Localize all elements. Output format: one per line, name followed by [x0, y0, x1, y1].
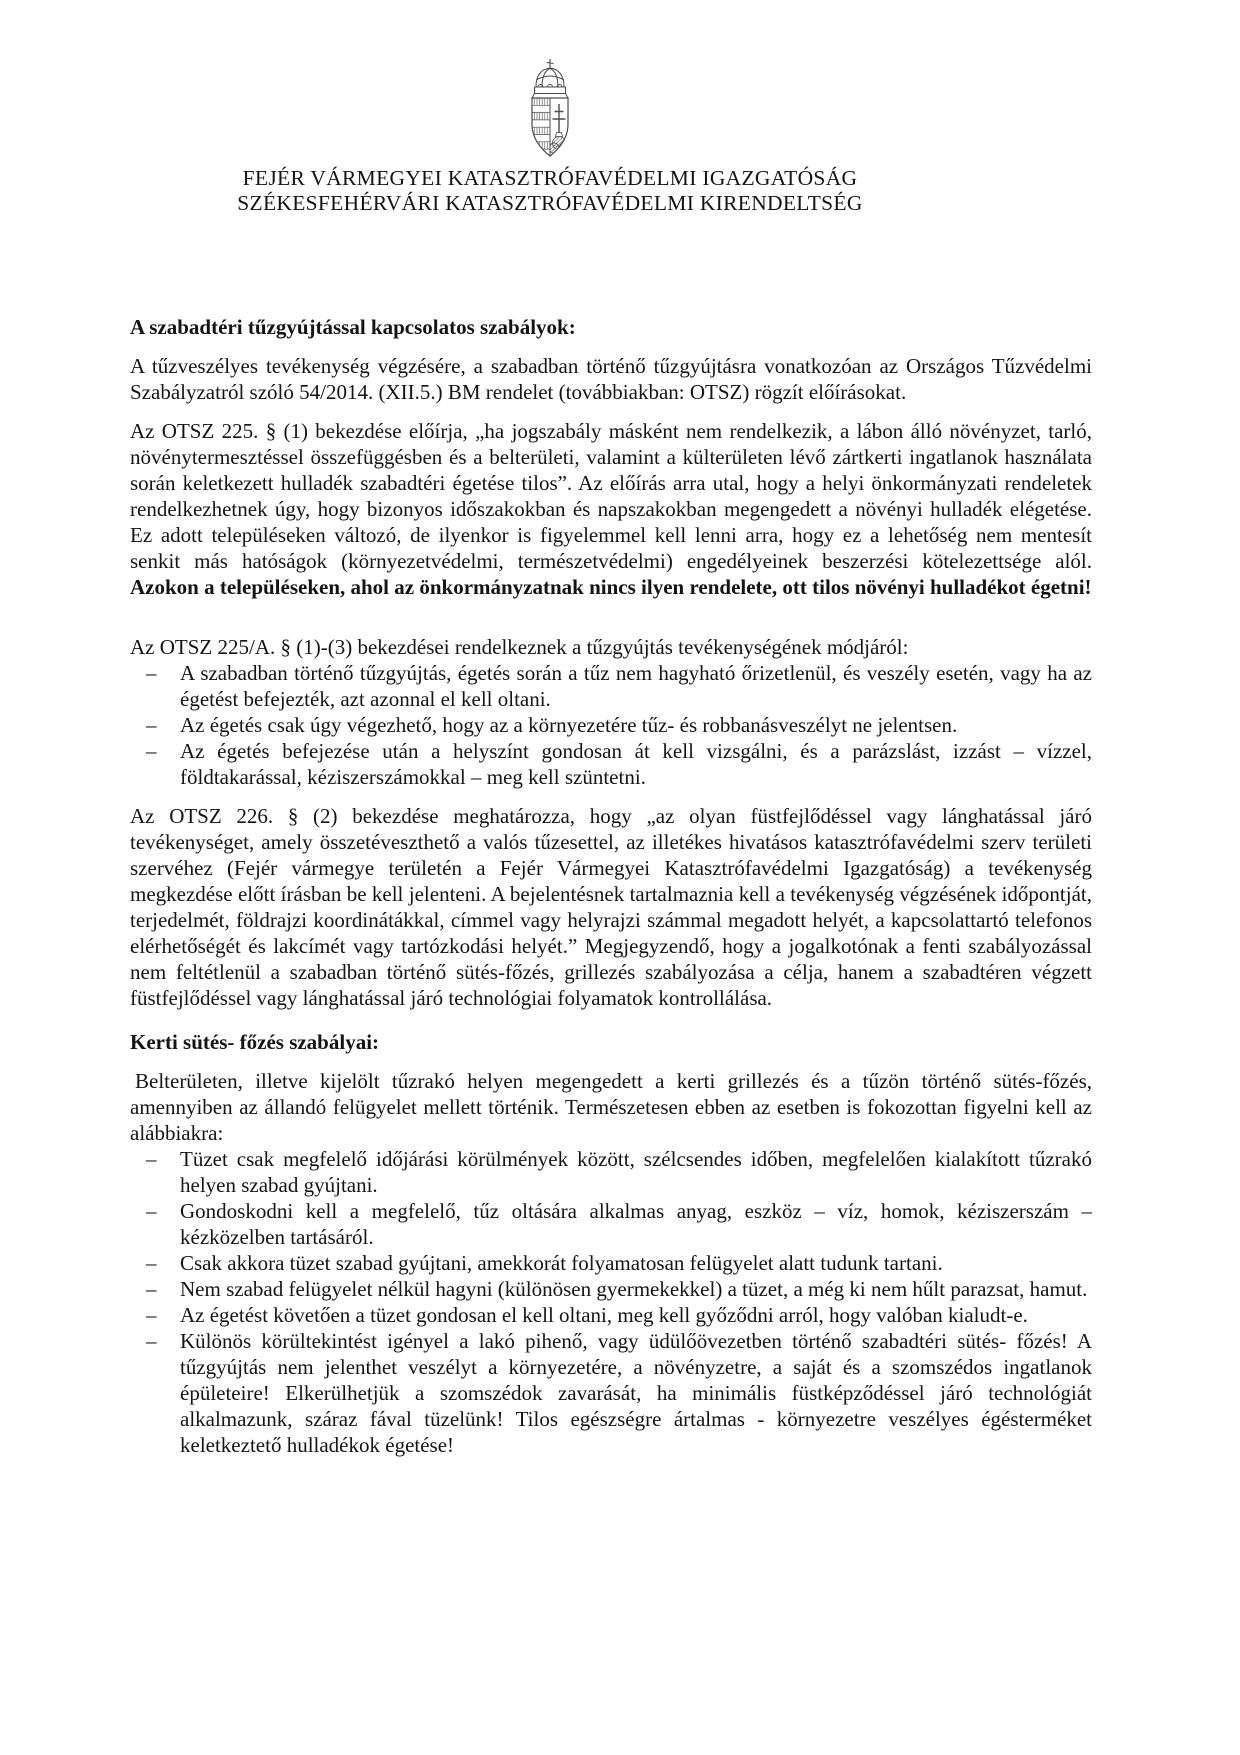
- list-item-text: Csak akkora tüzet szabad gyújtani, amekkorát folyamatosan felügyelet alatt tudunk tartani.: [180, 1251, 943, 1275]
- list-item-text: A szabadban történő tűzgyújtás, égetés során a tűz nem hagyható őrizetlenül, és veszély esetén, vagy ha az égetést befejezték, azt azonnal el kell oltani.: [180, 661, 1092, 711]
- list-item-text: Nem szabad felügyelet nélkül hagyni (különösen gyermekekkel) a tüzet, a még ki nem hűlt parazsat, hamut.: [180, 1277, 1088, 1301]
- paragraph-otsz-226: Az OTSZ 226. § (2) bekezdése meghatározza, hogy „az olyan füstfejlődéssel vagy lánghatással járó tevékenységet, amely összetéveszthető a valós tűzesettel, az illetékes hivatásos katasztrófavédelmi szerv területi szervéhez (Fejér vármegye területén a Fejér Vármegyei Katasztrófavédelmi Igazgatóság) a tevékenység megkezdése előtt írásban be kell jelenteni. A bejelentésnek tartalmaznia kell a tevékenység végzésének időpontját, terjedelmét, földrajzi koordinátákkal, címmel vagy helyrajzi számmal megadott helyét, a kapcsolattartó telefonos elérhetőségét és lakcímét vagy tartózkodási helyét.” Megjegyzendő, hogy a jogalkotónak a fenti szabályozással nem feltétlenül a szabadban történő sütés-főzés, grillezés szabályozása a célja, hanem a szabadtéren végzett füstfejlődéssel vagy lánghatással járó technológiai folyamatok kontrollálása.: [130, 804, 1092, 1010]
- list-item-text: Különös körültekintést igényel a lakó pihenő, vagy üdülőövezetben történő szabadtéri sütés- főzés! A tűzgyújtás nem jelenthet veszélyt a környezetére, a növényzetre, a saját és a szomszédos ingatlanok épületeire! Elkerülhetjük a szomszédok zavarását, ha minimális füstképződéssel járó technológiát alkalmazunk, száraz fával tüzelünk! Tilos egészségre ártalmas - környezetre veszélyes égésterméket keletkeztető hulladékok égetése!: [180, 1329, 1092, 1457]
- paragraph-otsz-225: [130, 418, 1092, 600]
- dash-bullet-icon: –: [146, 1199, 157, 1223]
- list-item: [130, 1146, 1092, 1198]
- list-item: [130, 712, 1092, 738]
- rules-list-225a: [130, 660, 1092, 790]
- letterhead: [130, 58, 970, 216]
- dash-bullet-icon: –: [146, 1329, 157, 1353]
- list-item: [130, 1328, 1092, 1458]
- list-item: [130, 1198, 1092, 1250]
- dash-bullet-icon: –: [146, 713, 157, 737]
- dash-bullet-icon: –: [146, 1277, 157, 1301]
- hungary-coat-of-arms-icon: [523, 58, 577, 158]
- paragraph-otsz-225a-intro: Az OTSZ 225/A. § (1)-(3) bekezdései rendelkeznek a tűzgyújtás tevékenységének módjáról:: [130, 635, 909, 659]
- list-item: [130, 1250, 1092, 1276]
- list-item-text: Az égetést követően a tüzet gondosan el kell oltani, meg kell győződni arról, hogy valóban kialudt-e.: [180, 1303, 1028, 1327]
- dash-bullet-icon: –: [146, 1251, 157, 1275]
- list-item: [130, 660, 1092, 712]
- list-item: [130, 1276, 1092, 1302]
- org-name-line2: SZÉKESFEHÉRVÁRI KATASZTRÓFAVÉDELMI KIRENDELTSÉG: [237, 191, 863, 215]
- rules-list-garden-cooking: [130, 1146, 1092, 1458]
- blank-line: [130, 600, 1092, 634]
- list-item-text: Gondoskodni kell a megfelelő, tűz oltására alkalmas anyag, eszköz – víz, homok, kéziszerszám – kézközelben tartásáról.: [180, 1199, 1092, 1249]
- list-item-text: Az égetés befejezése után a helyszínt gondosan át kell vizsgálni, és a parázslást, izzást – vízzel, földtakarással, kéziszerszámokkal – meg kell szüntetni.: [180, 739, 1092, 789]
- list-item-text: Tüzet csak megfelelő időjárási körülmények között, szélcsendes időben, megfelelően kialakított tűzrakó helyen szabad gyújtani.: [180, 1147, 1092, 1197]
- section-heading-garden-cooking-rules: Kerti sütés- főzés szabályai:: [130, 1030, 380, 1054]
- paragraph-otsz-225-bold-warning: Azokon a településeken, ahol az önkormányzatnak nincs ilyen rendelete, ott tilos növényi hulladékot égetni!: [130, 575, 1092, 599]
- section-heading-outdoor-fire-rules: A szabadtéri tűzgyújtással kapcsolatos szabályok:: [130, 315, 576, 339]
- paragraph-otsz-225-text: Az OTSZ 225. § (1) bekezdése előírja, „ha jogszabály másként nem rendelkezik, a lábon álló növényzet, tarló, növénytermesztéssel összefüggésben és a belterületi, valamint a külterületen lévő zártkerti ingatlanok használata során keletkezett hulladék szabadtéri égetése tilos”. Az előírás arra utal, hogy a helyi önkormányzati rendeletek rendelkezhetnek úgy, hogy bizonyos időszakokban és napszakokban megengedett a növényi hulladék elégetése. Ez adott településeken változó, de ilyenkor is figyelemmel kell lenni arra, hogy ez a lehetőség nem mentesít senkit más hatóságok (környezetvédelmi, természetvédelmi) engedélyeinek beszerzési kötelezettsége alól.: [130, 419, 1092, 573]
- document-body: [130, 314, 1092, 1458]
- paragraph-garden-cooking-intro: Belterületen, illetve kijelölt tűzrakó helyen megengedett a kerti grillezés és a tűzön történő sütés-főzés, amennyiben az állandó felügyelet mellett történik. Természetesen ebben az esetben is fokozottan figyelni kell az alábbiakra:: [130, 1069, 1092, 1145]
- list-item-text: Az égetés csak úgy végezhető, hogy az a környezetére tűz- és robbanásveszélyt ne jelentsen.: [180, 713, 958, 737]
- dash-bullet-icon: –: [146, 739, 157, 763]
- list-item: [130, 738, 1092, 790]
- list-item: [130, 1302, 1092, 1328]
- paragraph-otsz-intro: A tűzveszélyes tevékenység végzésére, a szabadban történő tűzgyújtásra vonatkozóan az Országos Tűzvédelmi Szabályzatról szóló 54/2014. (XII.5.) BM rendelet (továbbiakban: OTSZ) rögzít előírásokat.: [130, 354, 1092, 404]
- dash-bullet-icon: –: [146, 1147, 157, 1171]
- dash-bullet-icon: –: [146, 661, 157, 685]
- dash-bullet-icon: –: [146, 1303, 157, 1327]
- org-name-line1: FEJÉR VÁRMEGYEI KATASZTRÓFAVÉDELMI IGAZGATÓSÁG: [242, 166, 858, 190]
